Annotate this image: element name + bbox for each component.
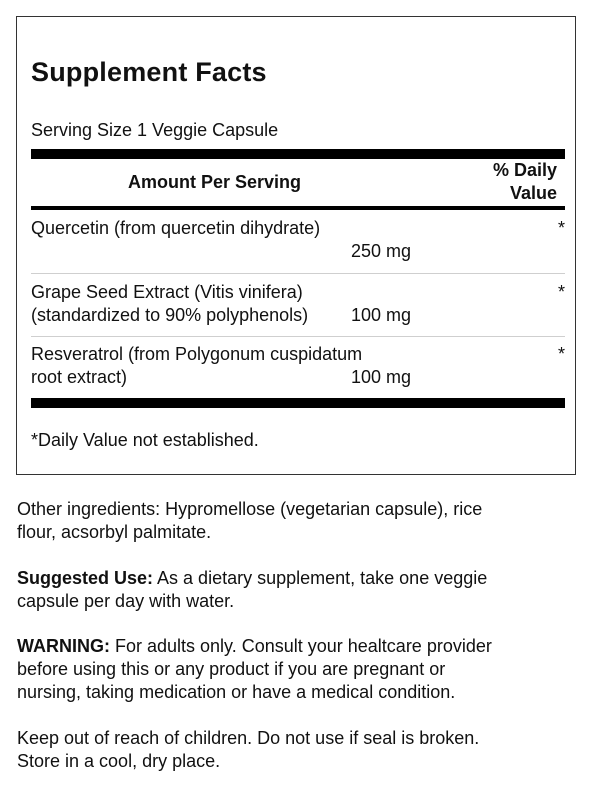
nutrient-name-line2: root extract)	[31, 367, 128, 387]
daily-value-mark: *	[557, 282, 565, 302]
nutrient-amount: 100 mg	[351, 305, 412, 325]
nutrient-amount: 100 mg	[351, 367, 412, 387]
top-thick-divider	[31, 149, 565, 159]
storage-line1: Keep out of reach of children. Do not use if seal is broken.	[17, 728, 480, 748]
warning-text: For adults only. Consult your healtcare provider	[110, 636, 492, 656]
daily-value-mark: *	[557, 344, 565, 364]
daily-value-header-line2: Value	[509, 183, 557, 203]
suggested-use	[17, 567, 577, 613]
nutrient-name: Quercetin (from quercetin dihydrate)	[31, 218, 321, 238]
warning-line1	[17, 635, 577, 658]
footnote: *Daily Value not established.	[31, 430, 259, 450]
daily-value-header-line1: % Daily	[492, 160, 557, 180]
panel-title: Supplement Facts	[31, 57, 267, 87]
nutrient-name: Grape Seed Extract (Vitis vinifera)	[31, 282, 303, 302]
nutrient-name-line2: (standardized to 90% polyphenols)	[31, 305, 309, 325]
serving-size: Serving Size 1 Veggie Capsule	[31, 120, 279, 140]
suggested-use-label: Suggested Use:	[17, 568, 154, 588]
other-ingredients-line2: flour, acsorbyl palmitate.	[17, 522, 212, 542]
other-ingredients	[17, 498, 577, 544]
storage-line2: Store in a cool, dry place.	[17, 751, 221, 771]
warning	[17, 635, 577, 704]
row-divider	[31, 336, 565, 337]
nutrient-name: Resveratrol (from Polygonum cuspidatum	[31, 344, 363, 364]
storage-instructions	[17, 727, 577, 773]
supplement-facts-panel	[16, 16, 576, 475]
suggested-use-text: As a dietary supplement, take one veggie	[153, 568, 488, 588]
suggested-use-line1	[17, 567, 577, 590]
header-divider	[31, 206, 565, 210]
daily-value-header	[437, 159, 557, 205]
warning-line2: before using this or any product if you are pregnant or	[17, 659, 446, 679]
suggested-use-line2: capsule per day with water.	[17, 591, 235, 611]
warning-label: WARNING:	[17, 636, 110, 656]
other-ingredients-line1: Other ingredients: Hypromellose (vegetarian capsule), rice	[17, 499, 483, 519]
row-divider	[31, 273, 565, 274]
bottom-thick-divider	[31, 398, 565, 408]
nutrient-row-quercetin	[31, 217, 565, 267]
nutrient-row-grape-seed	[31, 281, 565, 331]
nutrient-amount: 250 mg	[351, 241, 412, 261]
daily-value-mark: *	[557, 218, 565, 238]
nutrient-row-resveratrol	[31, 343, 565, 393]
warning-line3: nursing, taking medication or have a medical condition.	[17, 682, 456, 702]
amount-per-serving-header: Amount Per Serving	[128, 172, 302, 192]
